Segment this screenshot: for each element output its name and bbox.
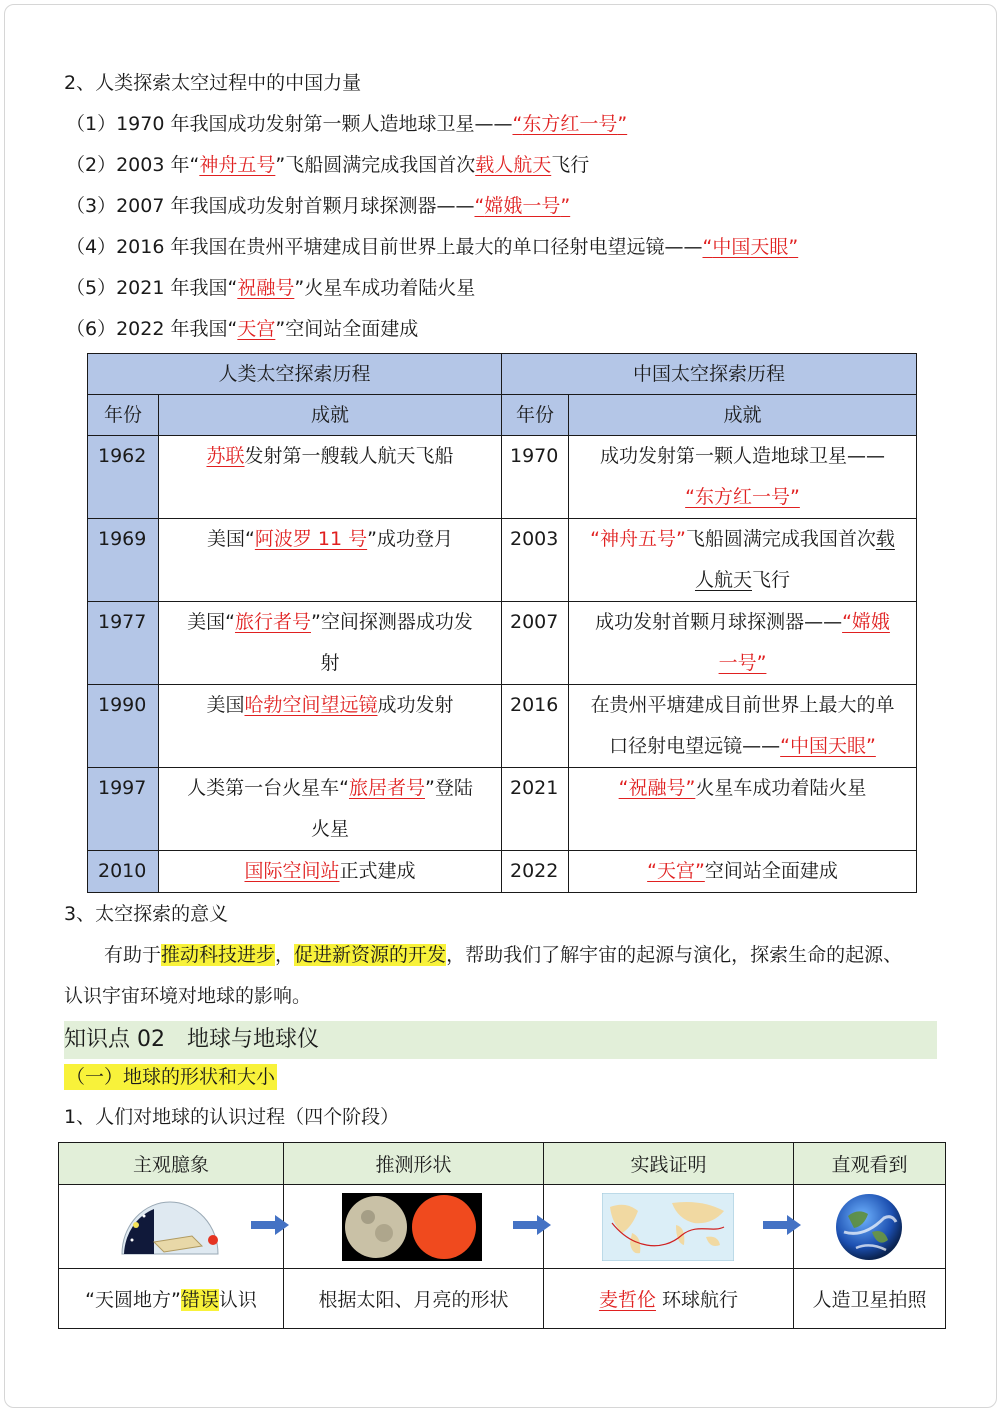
section2-heading: 2、人类探索太空过程中的中国力量 (64, 72, 362, 94)
dome-sky-earth-image (114, 1192, 224, 1262)
description-cell: 根据太阳、月亮的形状 (284, 1269, 544, 1329)
space-history-table (87, 353, 917, 893)
achievement-cell: 人类第一台火星车“旅居者号”登陆 火星 (159, 768, 502, 851)
section3-heading: 3、太空探索的意义 (64, 903, 229, 925)
achievement-cell: 美国“旅行者号”空间探测器成功发 射 (159, 602, 502, 685)
header-stage: 主观臆象 (59, 1143, 284, 1185)
year-cell: 1970 (502, 436, 569, 519)
earth-cognition-table (58, 1142, 946, 1329)
knowledge-point-title: 知识点 02 地球与地球仪 (64, 1027, 319, 1052)
list-item: （3）2007 年我国成功发射首颗月球探测器——“嫦娥一号” (66, 195, 571, 217)
achievement-cell: “天宫”空间站全面建成 (569, 851, 917, 893)
year-cell: 1977 (88, 602, 159, 685)
list-item: （2）2003 年“神舟五号”飞船圆满完成我国首次载人航天飞行 (66, 154, 590, 176)
earth-globe-image (834, 1192, 904, 1262)
achievement-cell: 国际空间站正式建成 (159, 851, 502, 893)
moon-and-sun-image (342, 1193, 482, 1261)
highlight: 推动科技进步 (161, 944, 276, 966)
col-achievement: 成就 (159, 395, 502, 436)
achievement-cell: “祝融号”火星车成功着陆火星 (569, 768, 917, 851)
description-cell: 麦哲伦 环球航行 (544, 1269, 794, 1329)
section3-paragraph-line2: 认识宇宙环境对地球的影响。 (64, 985, 312, 1007)
achievement-cell: 成功发射第一颗人造地球卫星—— “东方红一号” (569, 436, 917, 519)
header-stage: 实践证明 (544, 1143, 794, 1185)
year-cell: 2003 (502, 519, 569, 602)
year-cell: 1969 (88, 519, 159, 602)
header-human-history: 人类太空探索历程 (88, 354, 502, 395)
year-cell: 2021 (502, 768, 569, 851)
achievement-cell: “神舟五号”飞船圆满完成我国首次载 人航天飞行 (569, 519, 917, 602)
image-cell (284, 1185, 544, 1269)
achievement-cell: 美国哈勃空间望远镜成功发射 (159, 685, 502, 768)
year-cell: 1997 (88, 768, 159, 851)
table-row (88, 685, 917, 768)
header-china-history: 中国太空探索历程 (502, 354, 917, 395)
list-item: （5）2021 年我国“祝融号”火星车成功着陆火星 (66, 277, 476, 299)
subsection-heading: （一）地球的形状和大小 (66, 1066, 276, 1088)
year-cell: 2007 (502, 602, 569, 685)
header-stage: 推测形状 (284, 1143, 544, 1185)
year-cell: 2016 (502, 685, 569, 768)
col-achievement: 成就 (569, 395, 917, 436)
achievement-cell: 美国“阿波罗 11 号”成功登月 (159, 519, 502, 602)
image-cell (544, 1185, 794, 1269)
achievement-cell: 在贵州平塘建成目前世界上最大的单 口径射电望远镜——“中国天眼” (569, 685, 917, 768)
table-row (88, 436, 917, 519)
world-voyage-map-image (602, 1193, 734, 1261)
year-cell: 2010 (88, 851, 159, 893)
achievement-cell: 成功发射首颗月球探测器——“嫦娥 一号” (569, 602, 917, 685)
list-item: （6）2022 年我国“天宫”空间站全面建成 (66, 318, 419, 340)
section3-paragraph: 有助于推动科技进步，促进新资源的开发，帮助我们了解宇宙的起源与演化，探索生命的起源、 (104, 944, 903, 966)
item-heading: 1、人们对地球的认识过程（四个阶段） (64, 1106, 400, 1128)
list-item: （4）2016 年我国在贵州平塘建成目前世界上最大的单口径射电望远镜——“中国天眼” (66, 236, 799, 258)
achievement-cell: 苏联发射第一艘载人航天飞船 (159, 436, 502, 519)
col-year: 年份 (88, 395, 159, 436)
year-cell: 1990 (88, 685, 159, 768)
image-cell (59, 1185, 284, 1269)
image-cell (794, 1185, 946, 1269)
table-row (88, 768, 917, 851)
description-cell: 人造卫星拍照 (794, 1269, 946, 1329)
year-cell: 2022 (502, 851, 569, 893)
header-stage: 直观看到 (794, 1143, 946, 1185)
year-cell: 1962 (88, 436, 159, 519)
table-row (88, 602, 917, 685)
highlight: 促进新资源的开发 (294, 944, 447, 966)
table-row (88, 851, 917, 893)
table-row (88, 519, 917, 602)
list-item: （1）1970 年我国成功发射第一颗人造地球卫星——“东方红一号” (66, 113, 628, 135)
description-cell: “天圆地方”错误认识 (59, 1269, 284, 1329)
col-year: 年份 (502, 395, 569, 436)
